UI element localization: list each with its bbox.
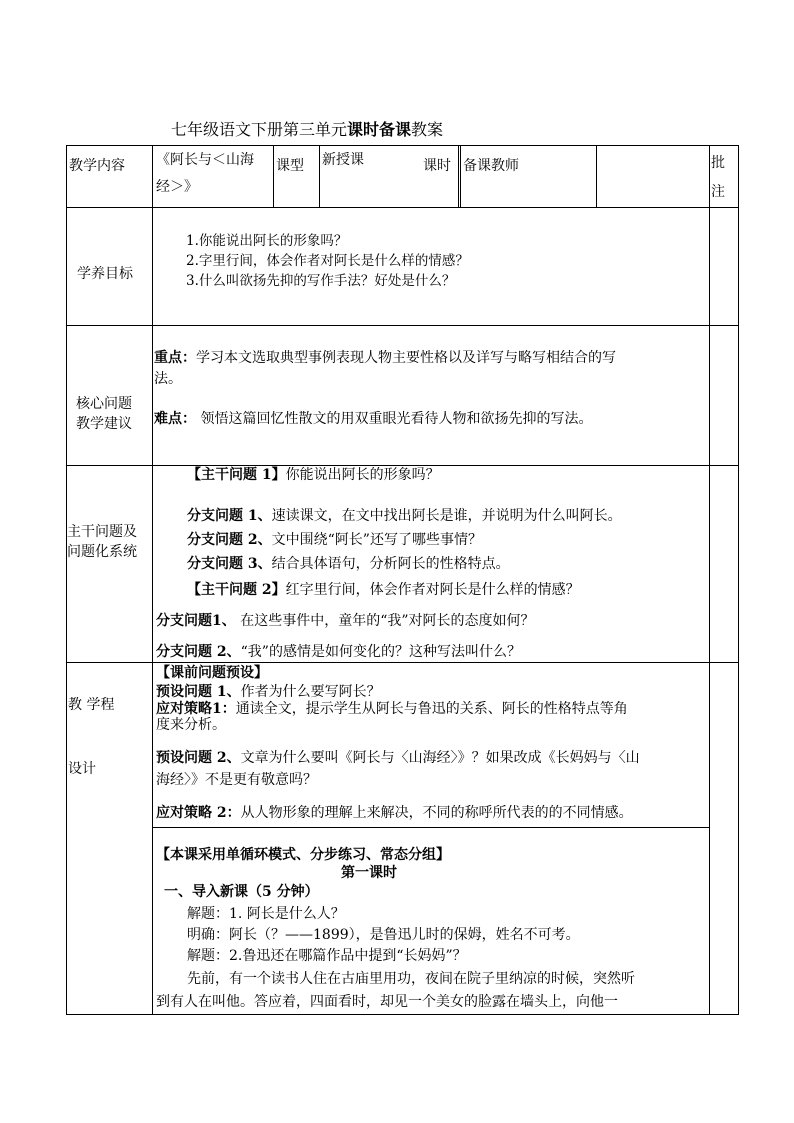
pre-heading: 【课前问题预设】: [156, 665, 268, 681]
literacy-goal: 1.你能说出阿长的形象吗？: [186, 233, 348, 249]
process-label-1: 教 学程: [68, 697, 115, 713]
main-question-1: 【主干问题 1】你能说出阿长的形象吗？: [187, 467, 440, 483]
header-note-label-1: 批: [711, 155, 725, 171]
header-content-label: 教学内容: [69, 158, 125, 174]
lesson-mode: 【本课采用单循环模式、分步练习、常态分组】: [156, 847, 450, 863]
body-text: 先前，有一个读书人住在古庙里用功，夜间在院子里纳凉的时候，突然听: [187, 971, 635, 987]
body-text: 明确：阿长（？——1899），是鲁迅儿时的保姆，姓名不可考。: [187, 927, 580, 943]
sub-question: 分支问题 1、速读课文，在文中找出阿长是谁，并说明为什么叫阿长。: [187, 508, 622, 524]
header-period-label: 课时: [423, 158, 451, 174]
header-type-label: 课型: [276, 158, 304, 174]
main-question-2: 【主干问题 2】红字里行间，体会作者对阿长是什么样的情感？: [187, 582, 580, 598]
preset-question-2-cont: 海经〉》不是更有敬意吗？: [156, 772, 317, 788]
body-text: 解题：1. 阿长是什么人？: [187, 906, 345, 922]
process-label-2: 设计: [68, 761, 96, 777]
lesson-title-line1: 《阿长与＜山海: [156, 152, 254, 168]
sub-question: 分支问题 3、结合具体语句，分析阿长的性格特点。: [187, 556, 510, 572]
strategy-1-cont: 度来分析。: [156, 717, 226, 733]
body-text: 解题：2.鲁迅还在哪篇作品中提到“长妈妈”？: [187, 948, 467, 964]
lesson-plan-table: [66, 145, 739, 1015]
preset-question-2: 预设问题 2、文章为什么要叫《阿长与〈山海经〉》？如果改成《长妈妈与〈山: [156, 750, 640, 766]
body-text: 到有人在叫他。答应着，四面看时，却见一个美女的脸露在墙头上，向他一: [156, 994, 618, 1010]
literacy-goal: 2.字里行间，体会作者对阿长是什么样的情感？: [186, 253, 469, 269]
core-label-2: 教学建议: [76, 416, 132, 432]
questions-label-1: 主干问题及: [67, 524, 137, 540]
literacy-label: 学养目标: [77, 266, 133, 282]
strategy-1: 应对策略1：通读全文，提示学生从阿长与鲁迅的关系、阿长的性格特点等角: [156, 701, 628, 717]
questions-label-2: 问题化系统: [67, 544, 137, 560]
header-type-value: 新授课: [322, 152, 364, 168]
sub-question: 分支问题1、 在这些事件中，童年的“我”对阿长的态度如何？: [156, 613, 535, 629]
sub-question: 分支问题 2、“我”的感情是如何变化的？这种写法叫什么？: [156, 644, 521, 660]
header-note-label-2: 注: [711, 184, 725, 200]
key-point-cont: 法。: [154, 371, 182, 387]
page-title: 七年级语文下册第三单元课时备课教案: [171, 120, 444, 139]
preset-question-1: 预设问题 1、作者为什么要写阿长？: [156, 684, 381, 700]
part-one-heading: 一、导入新课（5 分钟）: [164, 884, 319, 900]
key-point: 重点：学习本文选取典型事例表现人物主要性格以及详写与略写相结合的写: [154, 350, 616, 366]
lesson-one-heading: 第一课时: [341, 865, 397, 881]
sub-question: 分支问题 2、文中围绕“阿长”还写了哪些事情？: [187, 532, 482, 548]
header-teacher-label: 备课教师: [463, 158, 519, 174]
literacy-goal: 3.什么叫欲扬先抑的写作手法？好处是什么？: [186, 273, 456, 289]
difficulty: 难点： 领悟这篇回忆性散文的用双重眼光看待人物和欲扬先抑的写法。: [154, 411, 593, 427]
strategy-2: 应对策略 2：从人物形象的理解上来解决，不同的称呼所代表的的不同情感。: [156, 805, 633, 821]
core-label-1: 核心问题: [76, 396, 132, 412]
lesson-title-line2: 经＞》: [156, 179, 198, 195]
